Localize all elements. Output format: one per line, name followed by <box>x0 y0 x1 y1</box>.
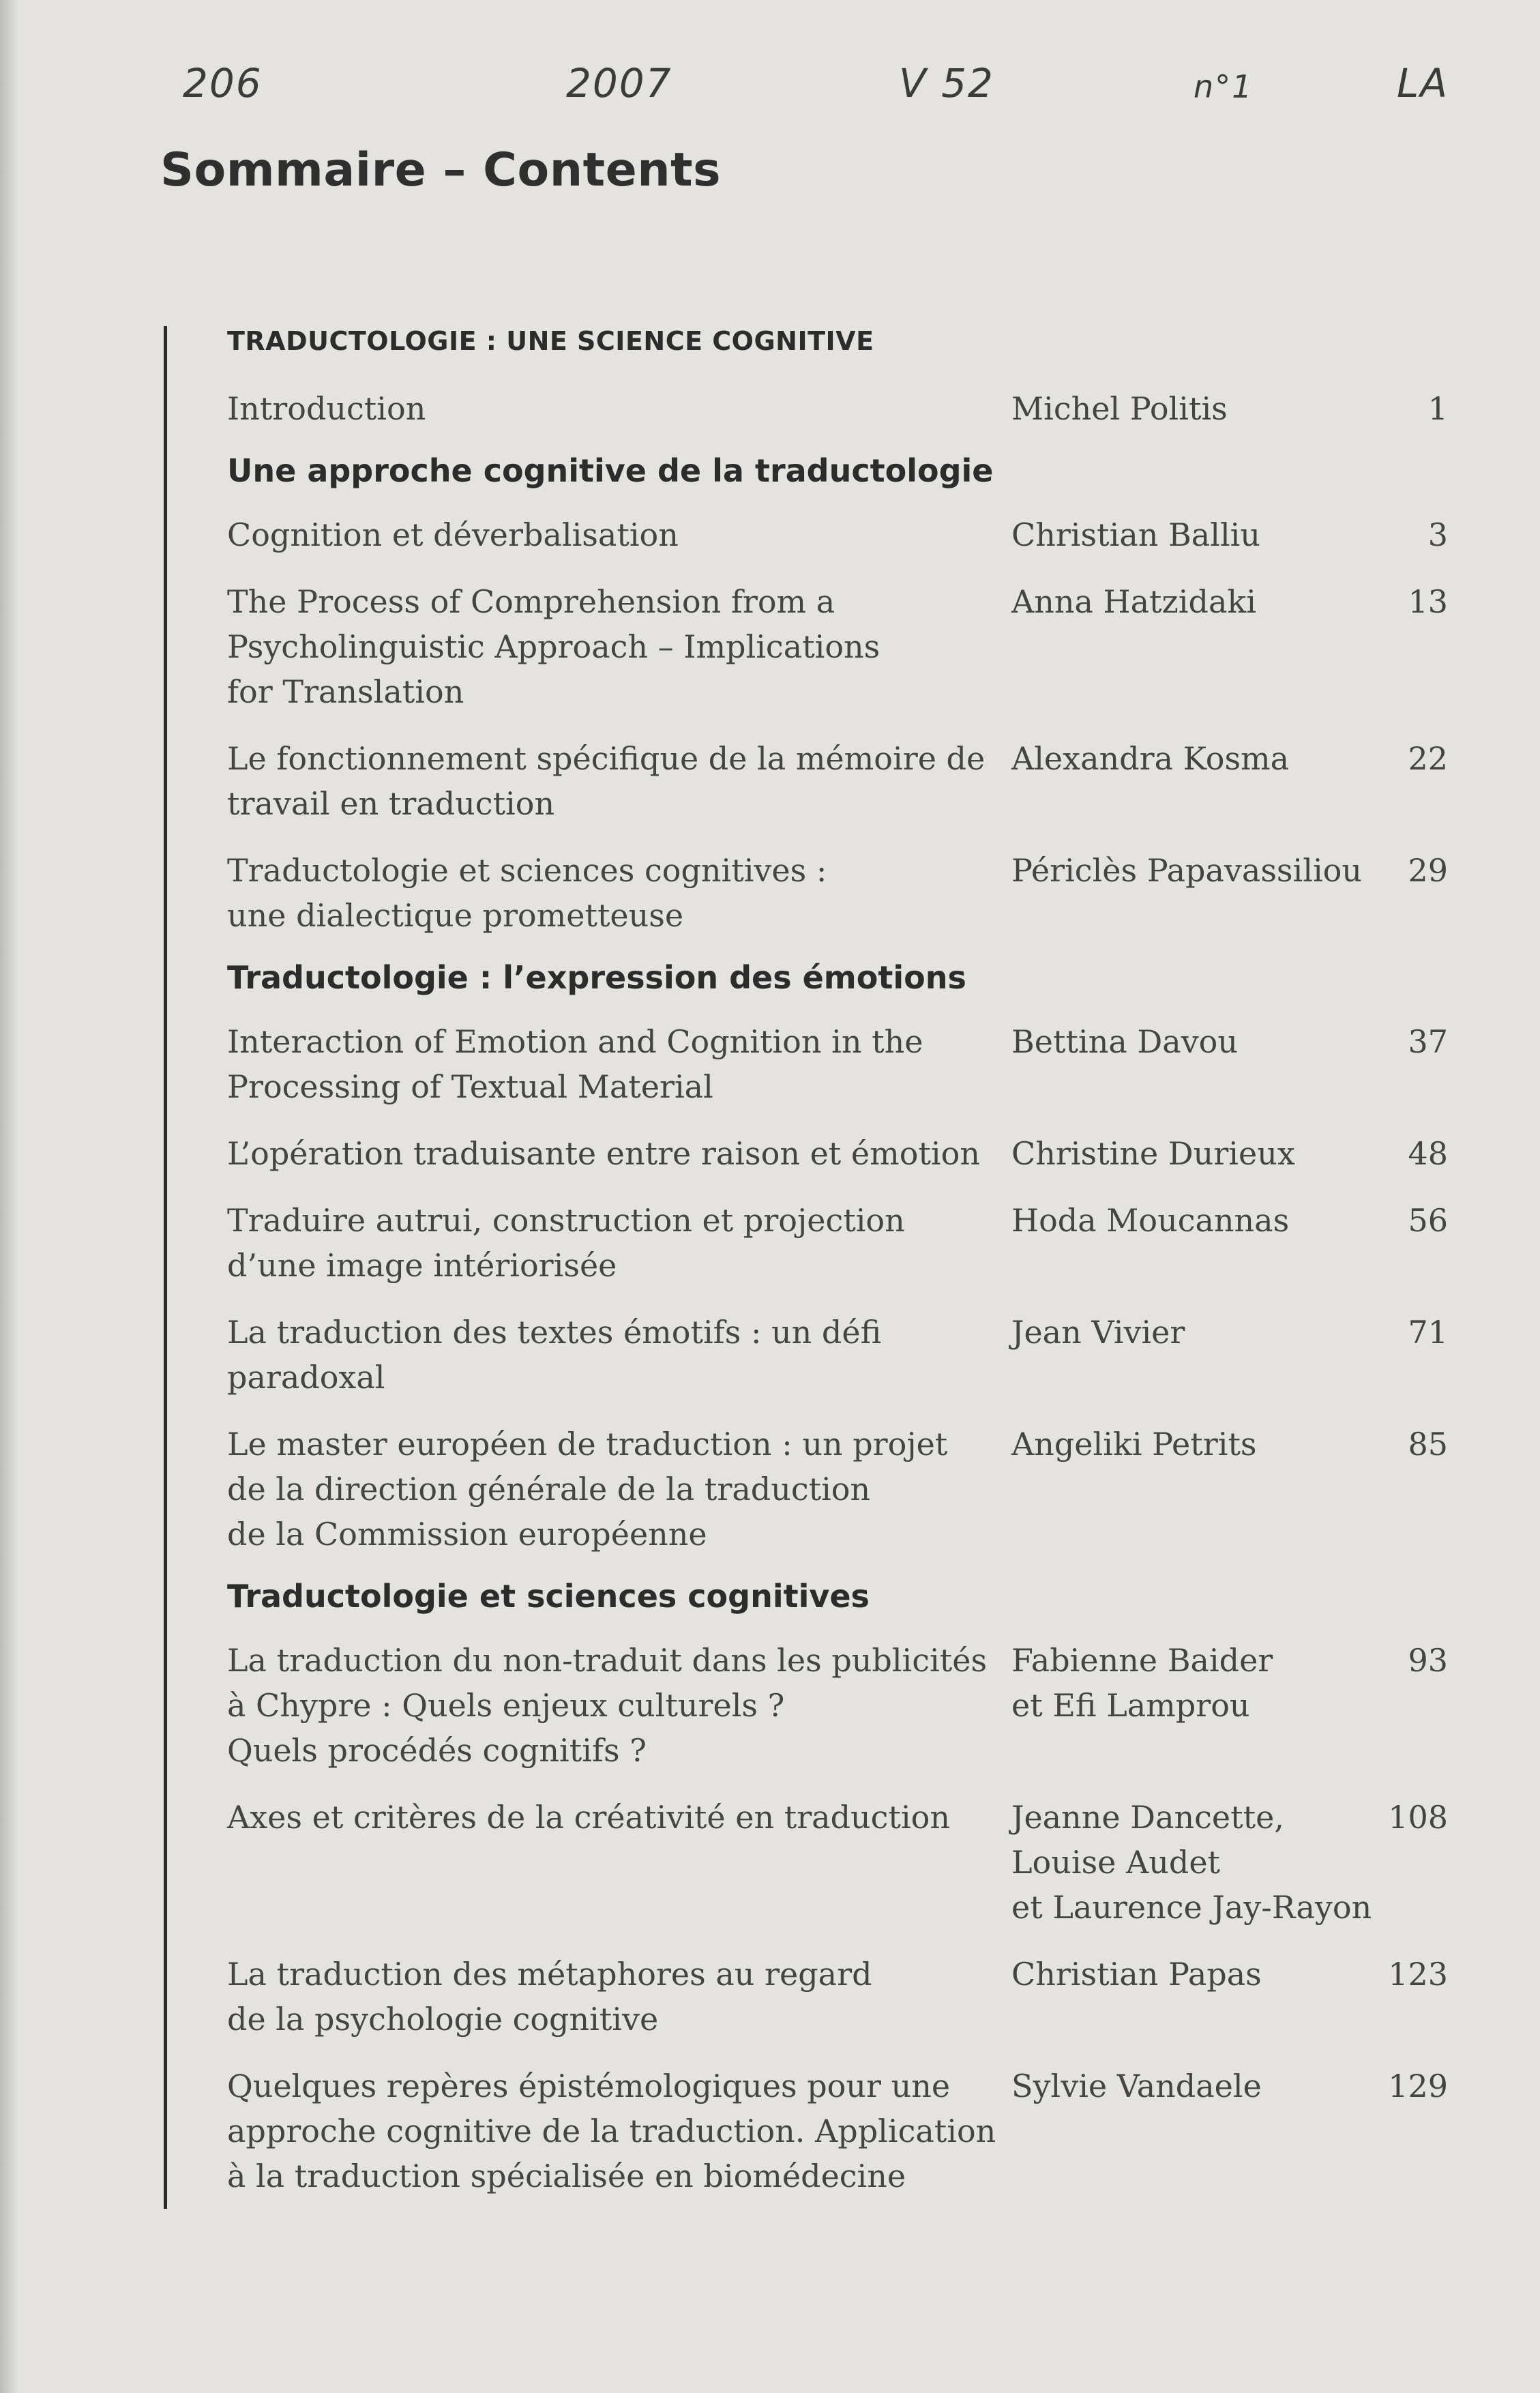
entry-page: 71 <box>1408 1313 1448 1351</box>
section-title: Traductologie et sciences cognitives <box>227 1577 870 1615</box>
entry-author: Angeliki Petrits <box>1011 1425 1257 1463</box>
handwritten-note: 206 <box>183 60 263 106</box>
entry-page: 56 <box>1408 1201 1448 1239</box>
toc-entry[interactable] <box>227 579 1446 714</box>
entry-title: Le master européen de traduction : un projet de la direction générale de la traduction de la Commission européenne <box>227 1425 948 1553</box>
handwritten-note: LA <box>1397 60 1449 106</box>
entry-page: 37 <box>1408 1023 1448 1060</box>
toc-entry-introduction[interactable] <box>227 386 1446 431</box>
entry-title: Quelques repères épistémologiques pour une approche cognitive de la traduction. Application à la traduction spécialisée en biomédecine <box>227 2067 996 2194</box>
entry-page: 85 <box>1408 1425 1448 1463</box>
entry-page: 1 <box>1427 390 1448 427</box>
entry-title: Cognition et déverbalisation <box>227 516 679 553</box>
entry-title: La traduction des métaphores au regard de la psychologie cognitive <box>227 1955 872 2038</box>
entry-author: Hoda Moucannas <box>1011 1201 1290 1239</box>
entry-page: 48 <box>1408 1134 1448 1172</box>
entry-author: Christian Balliu <box>1011 516 1260 553</box>
toc-entry[interactable] <box>227 1638 1446 1773</box>
entry-title: Axes et critères de la créativité en traduction <box>227 1798 950 1836</box>
entry-author: Christine Durieux <box>1011 1134 1295 1172</box>
page-title: Sommaire – Contents <box>160 143 722 197</box>
toc-entry[interactable] <box>227 1422 1446 1557</box>
handwritten-note: 2007 <box>566 60 672 106</box>
entry-author: Anna Hatzidaki <box>1011 583 1256 620</box>
toc-entry[interactable] <box>227 512 1446 557</box>
part-title: TRADUCTOLOGIE : UNE SCIENCE COGNITIVE <box>227 326 874 356</box>
entry-author: Michel Politis <box>1011 390 1228 427</box>
entry-author: Jeanne Dancette, Louise Audet et Laurence Jay-Rayon <box>1011 1798 1372 1926</box>
toc-entry[interactable] <box>227 1310 1446 1400</box>
entry-page: 22 <box>1408 739 1448 777</box>
toc-entry[interactable] <box>227 1131 1446 1176</box>
section-title: Traductologie : l’expression des émotions <box>227 958 966 996</box>
entry-author: Périclès Papavassiliou <box>1011 851 1362 889</box>
section-title: Une approche cognitive de la traductologie <box>227 452 994 489</box>
entry-title: Introduction <box>227 390 426 427</box>
entry-page: 108 <box>1388 1798 1448 1836</box>
toc-entry[interactable] <box>227 736 1446 826</box>
page-edge-shadow <box>0 0 19 2393</box>
entry-title: Interaction of Emotion and Cognition in the Processing of Textual Material <box>227 1023 923 1105</box>
entry-title: L’opération traduisante entre raison et émotion <box>227 1134 980 1172</box>
toc-entry[interactable] <box>227 848 1446 938</box>
handwritten-note: V 52 <box>899 60 994 106</box>
entry-author: Sylvie Vandaele <box>1011 2067 1262 2104</box>
entry-title: Traductologie et sciences cognitives : une dialectique prometteuse <box>227 851 827 934</box>
entry-author: Christian Papas <box>1011 1955 1262 1993</box>
entry-author: Jean Vivier <box>1011 1313 1185 1351</box>
entry-page: 13 <box>1408 583 1448 620</box>
entry-page: 123 <box>1388 1955 1448 1993</box>
entry-author: Bettina Davou <box>1011 1023 1238 1060</box>
entry-page: 29 <box>1408 851 1448 889</box>
handwritten-note: n°1 <box>1194 68 1254 105</box>
entry-page: 3 <box>1427 516 1448 553</box>
entry-title: La traduction des textes émotifs : un défi paradoxal <box>227 1313 882 1396</box>
toc-entry[interactable] <box>227 1795 1446 1930</box>
toc-entry[interactable] <box>227 1198 1446 1288</box>
entry-title: The Process of Comprehension from a Psycholinguistic Approach – Implications for Translation <box>227 583 880 710</box>
entry-page: 129 <box>1388 2067 1448 2104</box>
entry-author: Alexandra Kosma <box>1011 739 1290 777</box>
entry-author: Fabienne Baider et Efi Lamprou <box>1011 1641 1273 1724</box>
toc-entry[interactable] <box>227 1019 1446 1109</box>
entry-title: Le fonctionnement spécifique de la mémoire de travail en traduction <box>227 739 986 822</box>
entry-title: Traduire autrui, construction et projection d’une image intériorisée <box>227 1201 905 1284</box>
toc-entry[interactable] <box>227 1952 1446 2042</box>
table-of-contents <box>164 326 1446 2209</box>
entry-page: 93 <box>1408 1641 1448 1679</box>
entry-title: La traduction du non-traduit dans les publicités à Chypre : Quels enjeux culturels ? Quels procédés cognitifs ? <box>227 1641 988 1769</box>
toc-entry[interactable] <box>227 2064 1446 2199</box>
